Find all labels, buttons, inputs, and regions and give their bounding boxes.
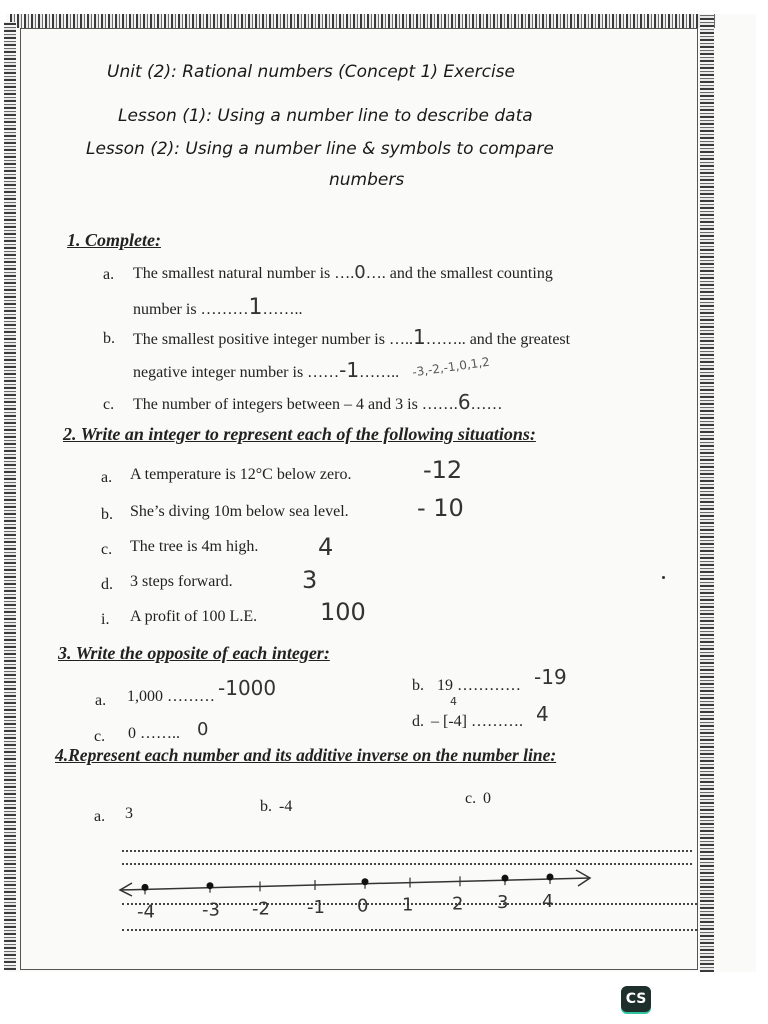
number-line-label: 0 <box>357 895 369 917</box>
ink-dot <box>662 576 665 579</box>
s1c-label: c. <box>103 396 115 413</box>
s4c-value: 0 <box>483 790 491 807</box>
s3c-text: 0 …….. <box>128 725 180 742</box>
number-line-point <box>502 875 509 882</box>
number-line-label: -3 <box>202 899 220 921</box>
section3-title: 3. Write the opposite of each integer: <box>58 643 330 663</box>
s1c-text: The number of integers between – 4 and 3 is …….6…… <box>133 390 503 414</box>
s4a-value: 3 <box>125 805 133 822</box>
s1a-answer1: 0 <box>354 262 366 283</box>
section4-title: 4.Represent each number and its additive inverse on the number line: <box>55 745 557 765</box>
s3a-answer: -1000 <box>218 676 277 700</box>
s2-item-text: A profit of 100 L.E. <box>130 608 258 625</box>
number-line-label: -1 <box>307 897 325 919</box>
s2-item-answer: -12 <box>423 456 463 484</box>
s3d-label: d. <box>412 713 424 730</box>
lesson2-title-cont: numbers <box>329 170 405 190</box>
s2-item-text: 3 steps forward. <box>130 573 233 590</box>
s2-item-label: c. <box>101 541 113 558</box>
section1-title: 1. Complete: <box>67 230 161 250</box>
unit-title: Unit (2): Rational numbers (Concept 1) Exercise <box>107 62 515 82</box>
number-line-label: -2 <box>252 898 270 920</box>
s3d-answer: 4 <box>536 702 549 726</box>
number-line-label: 4 <box>542 891 554 913</box>
decorative-border-left <box>4 22 16 970</box>
s3b-answer: -19 <box>534 665 567 689</box>
s4c-label: c. <box>465 790 477 807</box>
number-line-point <box>362 878 369 885</box>
number-line-label: 1 <box>402 894 414 916</box>
s3c-label: c. <box>94 728 106 745</box>
s2-item-label: d. <box>101 576 113 593</box>
s1a-label: a. <box>103 266 115 283</box>
number-line-point <box>547 874 554 881</box>
number-line-axis <box>120 878 590 890</box>
s3d-text: – [-4] ………. <box>431 713 523 730</box>
s2-item-answer: 4 <box>318 533 334 561</box>
decorative-border-top <box>10 14 716 28</box>
s1a-text-line1: The smallest natural number is ….0…. and the smallest counting <box>133 262 553 283</box>
number-line-point <box>142 884 149 891</box>
s1b-scribble: -3,-2,-1,0,1,2 <box>411 354 491 380</box>
s1a-answer2: 1 <box>248 295 263 320</box>
s4b-label: b. <box>260 798 272 815</box>
s2-item-answer: - 10 <box>417 494 464 522</box>
s1a-text-line2: number is ………1…….. <box>133 295 303 320</box>
s2-item-text: She’s diving 10m below sea level. <box>130 503 349 520</box>
s3b-text: 19 ………… <box>437 677 521 694</box>
dotted-line <box>122 850 692 852</box>
s2-item-label: b. <box>101 506 113 523</box>
s2-item-answer: 100 <box>320 598 366 626</box>
s2-item-answer: 3 <box>302 566 318 594</box>
camscanner-badge: CS <box>621 986 651 1012</box>
s3c-answer: 0 <box>197 719 209 740</box>
s1b-answer2: -1 <box>339 358 360 382</box>
s2-item-label: i. <box>101 611 110 628</box>
s2-item-text: The tree is 4m high. <box>130 538 259 555</box>
s1b-text-line1: The smallest positive integer number is …..1…….. and the greatest <box>133 325 571 349</box>
s1b-answer1: 1 <box>412 325 426 349</box>
s3a-label: a. <box>95 692 107 709</box>
s2-item-label: a. <box>101 469 113 486</box>
number-line-point <box>207 882 214 889</box>
s4a-label: a. <box>94 808 106 825</box>
s2-item-text: A temperature is 12°C below zero. <box>130 466 352 483</box>
number-line-label: 2 <box>452 893 464 915</box>
number-line <box>110 858 610 924</box>
s1b-text-line2: negative integer number is ……-1…….. <box>133 358 400 382</box>
s1b-label: b. <box>103 330 115 347</box>
decorative-border-right <box>700 14 714 972</box>
number-line-label: 3 <box>497 892 509 914</box>
lesson1-title: Lesson (1): Using a number line to describe data <box>118 106 533 126</box>
section2-title: 2. Write an integer to represent each of the following situations: <box>63 424 536 444</box>
s3d-note: 4 <box>450 695 457 708</box>
s1c-answer: 6 <box>457 390 471 414</box>
dotted-line <box>122 929 697 931</box>
lesson2-title: Lesson (2): Using a number line & symbols to compare <box>86 139 554 159</box>
s3b-label: b. <box>412 677 424 694</box>
s4b-value: -4 <box>279 798 293 815</box>
s3a-text: 1,000 ……… <box>127 688 215 705</box>
number-line-label: -4 <box>137 901 155 923</box>
